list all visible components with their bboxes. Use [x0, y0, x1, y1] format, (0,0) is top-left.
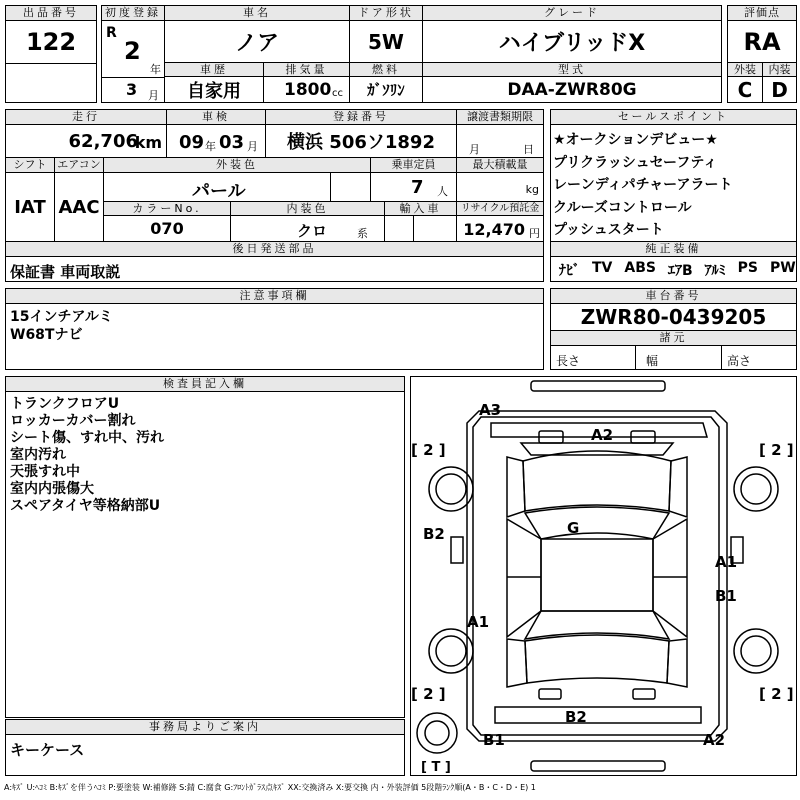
score-label: 評価点	[727, 5, 797, 21]
sales-point-item: クルーズコントロール	[553, 199, 692, 216]
legend: A:ｷｽﾞ U:ﾍｺﾐ B:ｷｽﾞを伴うﾍｺﾐ P:要塗装 W:補修跡 S:錆 C:腐食 G:ﾌﾛﾝﾄｶﾞﾗｽ点ｷｽﾞ XX:交換済み X:要交換 内・外装評価 5段階ﾗﾝｸ順(A・B・C・D・E) 1	[4, 783, 536, 792]
left-front-fender	[507, 457, 525, 517]
capacity: 7	[411, 177, 424, 198]
chassis-label: 車台番号	[550, 288, 797, 304]
spare-tire-icon	[425, 721, 449, 745]
shift: IAT	[5, 172, 55, 242]
transfer-day: 日	[523, 143, 534, 156]
equipment-item: ABS	[624, 260, 656, 276]
equipment-item: ｱﾙﾐ	[704, 263, 726, 279]
displacement-cell	[263, 76, 350, 103]
right-front-fender	[669, 457, 687, 517]
inspection-cell	[166, 124, 266, 158]
roof	[541, 539, 653, 611]
color-number: 070	[103, 215, 231, 242]
hood	[523, 451, 671, 511]
equipment-item: ﾅﾋﾞ	[559, 263, 580, 279]
history-label: 車歴	[164, 62, 264, 77]
capacity-cell	[370, 172, 457, 202]
fuel-label: 燃料	[349, 62, 423, 77]
sales-points-label: セールスポイント	[550, 109, 797, 125]
car-name: ノア	[164, 20, 350, 63]
spec-label: 諸元	[550, 330, 797, 346]
first-reg-label: 初度登録	[101, 5, 165, 21]
recycle-cell	[456, 215, 544, 242]
damage-mark: B2	[423, 525, 445, 543]
recycle-fee: 12,470	[463, 220, 525, 239]
right-rear-quarter	[667, 639, 687, 687]
load-cell	[456, 172, 544, 202]
tire-icon	[436, 474, 466, 504]
width-label: 幅	[646, 354, 659, 368]
inspector-line: 室内汚れ	[10, 447, 66, 463]
rear-lamp	[633, 689, 655, 699]
note-line: 15インチアルミ	[10, 309, 113, 325]
first-reg-month-cell	[101, 77, 165, 103]
mileage-label: 走行	[5, 109, 167, 125]
sales-points-box	[550, 124, 797, 242]
sales-point-item: ★オークションデビュー★	[553, 132, 718, 148]
color-label: 外装色	[103, 157, 371, 173]
plate-label: 登録番号	[265, 109, 457, 125]
year-unit: 年	[150, 63, 161, 76]
inspection-month: 03	[219, 132, 245, 153]
chassis-number: ZWR80-0439205	[550, 303, 797, 331]
color-cell	[103, 172, 371, 202]
recycle-unit: 円	[529, 227, 540, 240]
later-parts: 保証書 車両取説	[10, 263, 121, 281]
inspection-year: 09	[179, 132, 205, 153]
office-box	[5, 734, 405, 776]
door-type: 5W	[349, 20, 423, 63]
capacity-unit: 人	[437, 185, 448, 198]
interior-color-label: 内装色	[230, 201, 385, 216]
insp-year-unit: 年	[205, 140, 216, 153]
equipment-item: ｴｱB	[667, 263, 693, 279]
width-cell	[635, 345, 722, 370]
load-label: 最大積載量	[456, 157, 544, 173]
import-cell	[384, 215, 457, 242]
interior-suffix: 系	[357, 227, 368, 240]
sales-point-item: プリクラッシュセーフティ	[553, 154, 718, 171]
ac-label: エアコン	[54, 157, 104, 173]
inspector-line: 室内内張傷大	[10, 481, 94, 497]
mileage-cell	[5, 124, 167, 158]
inspection-label: 車検	[166, 109, 266, 125]
damage-mark: A1	[467, 613, 490, 631]
windshield	[525, 507, 669, 539]
capacity-label: 乗車定員	[370, 157, 457, 173]
displacement: 1800	[284, 80, 332, 100]
inspector-label: 検査員記入欄	[5, 376, 405, 392]
office-label: 事務局よりご案内	[5, 719, 405, 735]
displacement-label: 排気量	[263, 62, 350, 77]
left-mirror	[451, 537, 463, 563]
tailgate	[525, 635, 669, 683]
history: 自家用	[164, 76, 264, 103]
damage-mark: B1	[715, 587, 737, 605]
month-unit: 月	[148, 89, 159, 102]
ext-grade: C	[727, 76, 763, 103]
inspector-line: トランクフロアU	[10, 396, 120, 412]
tire-label: [ 2 ]	[759, 441, 794, 459]
mileage-unit: km	[134, 133, 162, 152]
recycle-label: リサイクル預託金	[456, 201, 544, 216]
damage-mark: A2	[703, 731, 726, 749]
damage-mark: B1	[483, 731, 505, 749]
later-parts-label: 後日発送部品	[5, 241, 544, 257]
grade: ハイブリッドX	[422, 20, 722, 63]
first-reg-month: 3	[126, 80, 138, 99]
car-outline-inner	[473, 417, 719, 735]
shift-label: シフト	[5, 157, 55, 173]
length-label: 長さ	[556, 354, 581, 368]
transfer-cell	[456, 124, 544, 158]
equipment-item: PW	[770, 260, 796, 276]
car-name-label: 車名	[164, 5, 350, 21]
lot-label: 出品番号	[5, 5, 97, 21]
damage-mark: B2	[565, 708, 587, 726]
front-bumper-strip	[531, 381, 665, 391]
notes-box	[5, 303, 544, 370]
inspector-line: ロッカーカバー割れ	[10, 413, 136, 429]
height-label: 高さ	[727, 354, 752, 368]
office-note: キーケース	[10, 741, 85, 759]
displacement-unit: cc	[332, 88, 343, 99]
sales-point-item: レーンディパチャーアラート	[553, 177, 733, 193]
int-label: 内装	[762, 62, 797, 77]
interior-color-cell	[230, 215, 385, 242]
damage-mark: A2	[591, 426, 614, 444]
ext-label: 外装	[727, 62, 763, 77]
car-diagram	[411, 377, 796, 775]
exterior-color: パール	[192, 181, 246, 202]
rear-lamp	[539, 689, 561, 699]
transfer-label: 譲渡書類期限	[456, 109, 544, 125]
note-line: W68Tナビ	[10, 327, 83, 343]
notes-label: 注意事項欄	[5, 288, 544, 304]
damage-diagram-frame	[410, 376, 797, 776]
insp-month-unit: 月	[247, 140, 258, 153]
first-reg-year-cell	[101, 20, 165, 78]
model-code: DAA-ZWR80G	[422, 76, 722, 103]
import-label: 輸入車	[384, 201, 457, 216]
model-label: 型式	[422, 62, 722, 77]
grille	[521, 443, 673, 455]
load-unit: kg	[525, 183, 539, 196]
spare-label: [ T ]	[421, 760, 451, 775]
mileage: 62,706	[68, 131, 138, 152]
inspector-line: スペアタイヤ等格納部U	[10, 498, 161, 514]
first-reg-year: 2	[124, 37, 141, 65]
car-outline	[467, 411, 727, 741]
tire-label: [ 2 ]	[759, 685, 794, 703]
height-cell	[721, 345, 797, 370]
interior-color: クロ	[297, 222, 328, 240]
length-cell	[550, 345, 636, 370]
damage-mark: A1	[715, 553, 738, 571]
left-rear-quarter	[507, 639, 527, 687]
tire-icon	[436, 636, 466, 666]
tire-label: [ 2 ]	[411, 685, 446, 703]
color-no-label: カラーNo.	[103, 201, 231, 216]
tire-icon	[741, 636, 771, 666]
lot-number: 122	[5, 20, 97, 64]
damage-mark: A3	[479, 401, 502, 419]
grade-label: グレード	[422, 5, 722, 21]
inspector-box	[5, 391, 405, 718]
tire-label: [ 2 ]	[411, 441, 446, 459]
inspector-line: シート傷、すれ中、汚れ	[10, 430, 164, 446]
plate-number: 横浜 506ソ1892	[265, 124, 457, 158]
score: RA	[727, 20, 797, 63]
color-divider	[330, 173, 331, 202]
equipment-item: PS	[737, 260, 758, 276]
damage-mark: G	[567, 519, 580, 537]
rear-bumper-strip	[531, 761, 665, 771]
equipment-label: 純正装備	[550, 241, 797, 257]
int-grade: D	[762, 76, 797, 103]
spare-tire-icon	[417, 713, 457, 753]
equipment-item: TV	[592, 260, 613, 276]
equipment-cell	[550, 256, 797, 282]
transfer-month: 月	[469, 143, 480, 156]
import-divider	[413, 216, 414, 242]
door-label: ドア形状	[349, 5, 423, 21]
later-parts-cell	[5, 256, 544, 282]
era: R	[106, 25, 117, 41]
lot-blank	[5, 63, 97, 103]
sales-point-item: プッシュスタート	[553, 222, 664, 238]
fuel: ｶﾞｿﾘﾝ	[349, 76, 423, 103]
air-conditioner: AAC	[54, 172, 104, 242]
inspector-line: 天張すれ中	[10, 464, 80, 480]
rear-bumper	[495, 707, 701, 723]
tire-icon	[741, 474, 771, 504]
